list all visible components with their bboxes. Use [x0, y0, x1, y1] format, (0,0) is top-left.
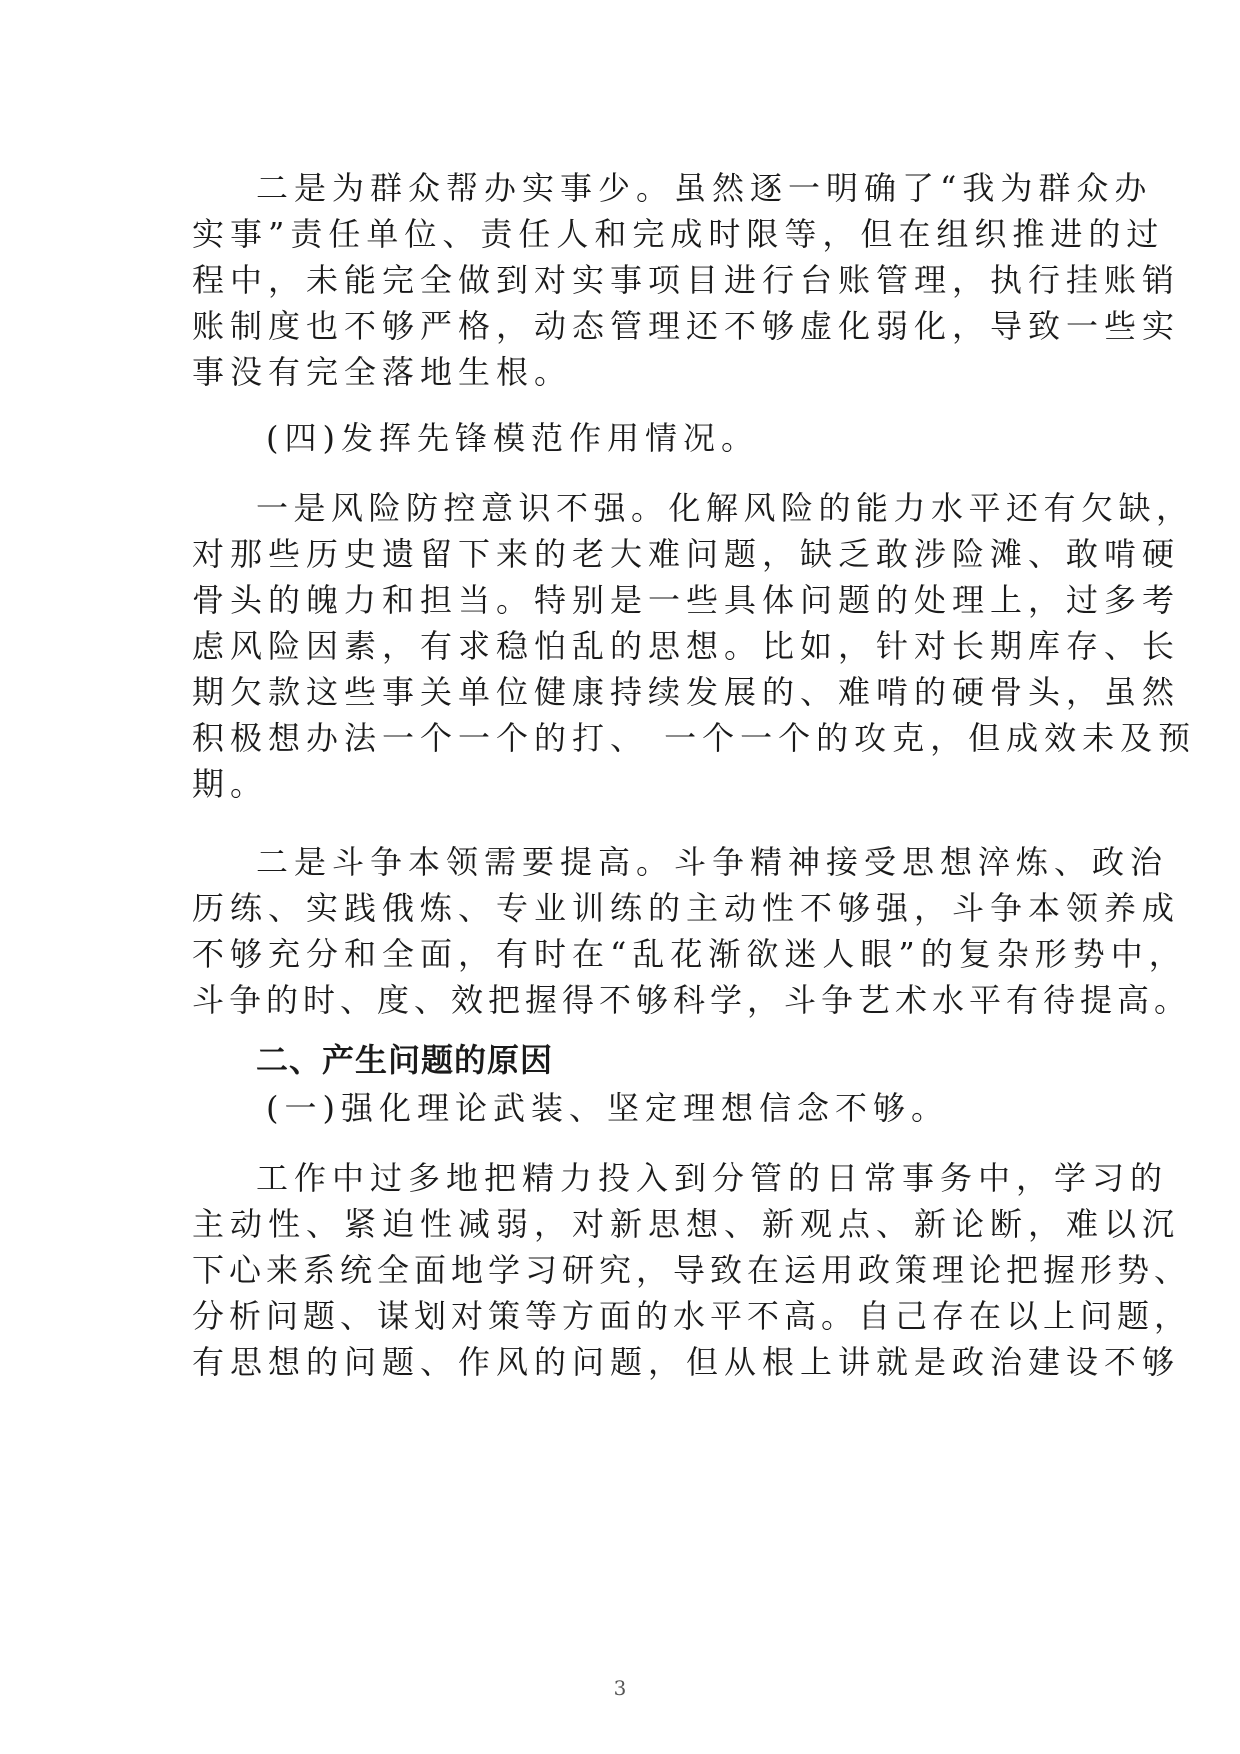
paragraph-line: 期欠款这些事关单位健康持续发展的、难啃的硬骨头，虽然: [192, 673, 1181, 711]
paragraph-line: 二是斗争本领需要提高。斗争精神接受思想淬炼、政治: [256, 843, 1169, 881]
paragraph-line: 一是风险防控意识不强。化解风险的能力水平还有欠缺，: [256, 489, 1194, 527]
paragraph-line: 积极想办法一个一个的打、 一个一个的攻克，但成效未及预: [192, 719, 1197, 757]
paragraph-line: 工作中过多地把精力投入到分管的日常事务中，学习的: [256, 1159, 1169, 1197]
page-number: 3: [613, 1676, 627, 1700]
paragraph-line: 期。: [192, 765, 269, 803]
paragraph-line: 下心来系统全面地学习研究，导致在运用政策理论把握形势、: [192, 1251, 1192, 1289]
subsection-heading: (四)发挥先锋模范作用情况。: [266, 419, 759, 457]
paragraph-line: 程中，未能完全做到对实事项目进行台账管理，执行挂账销: [192, 261, 1181, 299]
paragraph-line: 虑风险因素，有求稳怕乱的思想。比如，针对长期库存、长: [192, 627, 1181, 665]
section-heading: 二、产生问题的原因: [256, 1041, 554, 1079]
subsection-heading: (一)强化理论武装、坚定理想信念不够。: [266, 1089, 949, 1127]
paragraph-line: 账制度也不够严格，动态管理还不够虚化弱化，导致一些实: [192, 307, 1181, 345]
paragraph-line: 骨头的魄力和担当。特别是一些具体问题的处理上，过多考: [192, 581, 1181, 619]
paragraph-line: 分析问题、谋划对策等方面的水平不高。自己存在以上问题，: [192, 1297, 1192, 1335]
paragraph-line: 不够充分和全面，有时在“乱花渐欲迷人眼”的复杂形势中，: [192, 935, 1187, 973]
paragraph-line: 历练、实践俄炼、专业训练的主动性不够强，斗争本领养成: [192, 889, 1181, 927]
paragraph-line: 主动性、紧迫性减弱，对新思想、新观点、新论断，难以沉: [192, 1205, 1181, 1243]
paragraph-line: 事没有完全落地生根。: [192, 353, 573, 391]
paragraph-line: 二是为群众帮办实事少。虽然逐一明确了“我为群众办: [256, 169, 1153, 207]
paragraph-line: 斗争的时、度、效把握得不够科学，斗争艺术水平有待提高。: [192, 981, 1192, 1019]
paragraph-line: 实事”责任单位、责任人和完成时限等，但在组织推进的过: [192, 215, 1165, 253]
paragraph-line: 对那些历史遗留下来的老大难问题，缺乏敢涉险滩、敢啃硬: [192, 535, 1181, 573]
paragraph-line: 有思想的问题、作风的问题，但从根上讲就是政治建设不够: [192, 1343, 1181, 1381]
